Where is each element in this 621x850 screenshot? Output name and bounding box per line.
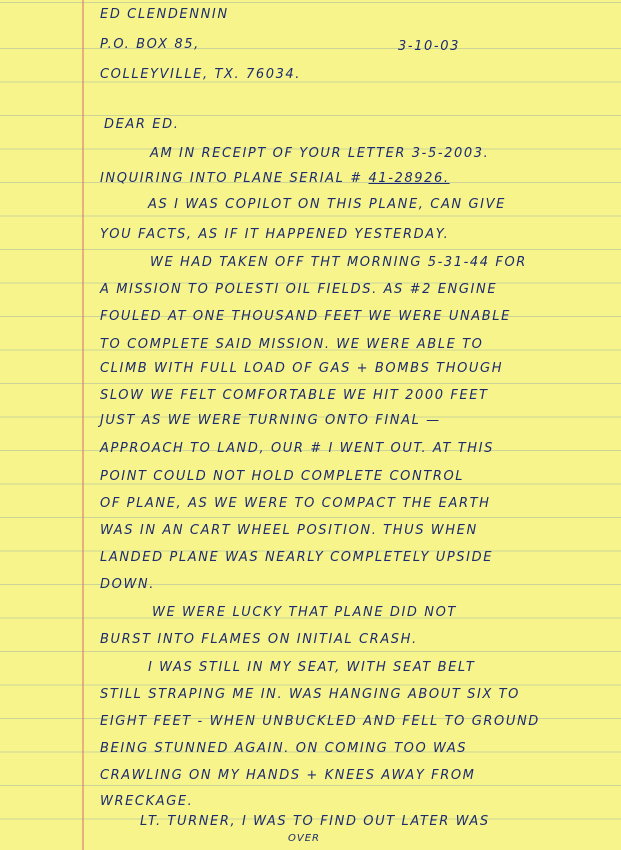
sender-address: P.O. BOX 85, [100,37,200,52]
salutation: DEAR ED. [104,117,180,132]
body-line: INQUIRING INTO PLANE SERIAL # 41-28926. [100,171,450,186]
body-line: TO COMPLETE SAID MISSION. WE WERE ABLE TO [100,337,484,352]
body-line: POINT COULD NOT HOLD COMPLETE CONTROL [100,469,465,484]
serial-number: 41-28926. [368,171,450,186]
letter-date: 3-10-03 [398,39,460,54]
body-line: EIGHT FEET - WHEN UNBUCKLED AND FELL TO GROUND [100,714,540,729]
body-line: SLOW WE FELT COMFORTABLE WE HIT 2000 FEET [100,388,489,403]
body-line: WRECKAGE. [100,794,194,809]
body-line: BEING STUNNED AGAIN. ON COMING TOO WAS [100,741,468,756]
body-line: WAS IN AN CART WHEEL POSITION. THUS WHEN [100,523,478,538]
body-line: AM IN RECEIPT OF YOUR LETTER 3-5-2003. [150,146,490,161]
body-line: STILL STRAPING ME IN. WAS HANGING ABOUT SIX TO [100,687,520,702]
body-line: JUST AS WE WERE TURNING ONTO FINAL — [100,413,441,428]
body-line: OF PLANE, AS WE WERE TO COMPACT THE EARTH [100,496,491,511]
body-line: CRAWLING ON MY HANDS + KNEES AWAY FROM [100,768,476,783]
body-line: BURST INTO FLAMES ON INITIAL CRASH. [100,632,418,647]
continuation-note: OVER [288,833,320,844]
sender-city: COLLEYVILLE, TX. 76034. [100,67,302,82]
body-line: CLIMB WITH FULL LOAD OF GAS + BOMBS THOUGH [100,361,504,376]
body-line: YOU FACTS, AS IF IT HAPPENED YESTERDAY. [100,227,450,242]
body-line: WE HAD TAKEN OFF THT MORNING 5-31-44 FOR [150,255,527,270]
body-line: DOWN. [100,577,155,592]
body-line: LT. TURNER, I WAS TO FIND OUT LATER WAS [140,814,490,829]
body-line: AS I WAS COPILOT ON THIS PLANE, CAN GIVE [148,197,506,212]
body-line: I WAS STILL IN MY SEAT, WITH SEAT BELT [148,660,476,675]
body-line: WE WERE LUCKY THAT PLANE DID NOT [152,605,457,620]
body-line: A MISSION TO POLESTI OIL FIELDS. AS #2 ENGINE [100,282,498,297]
sender-name: ED CLENDENNIN [100,7,229,22]
body-line: APPROACH TO LAND, OUR # I WENT OUT. AT THIS [100,441,494,456]
body-line: LANDED PLANE WAS NEARLY COMPLETELY UPSIDE [100,550,494,565]
body-line: FOULED AT ONE THOUSAND FEET WE WERE UNABLE [100,309,511,324]
